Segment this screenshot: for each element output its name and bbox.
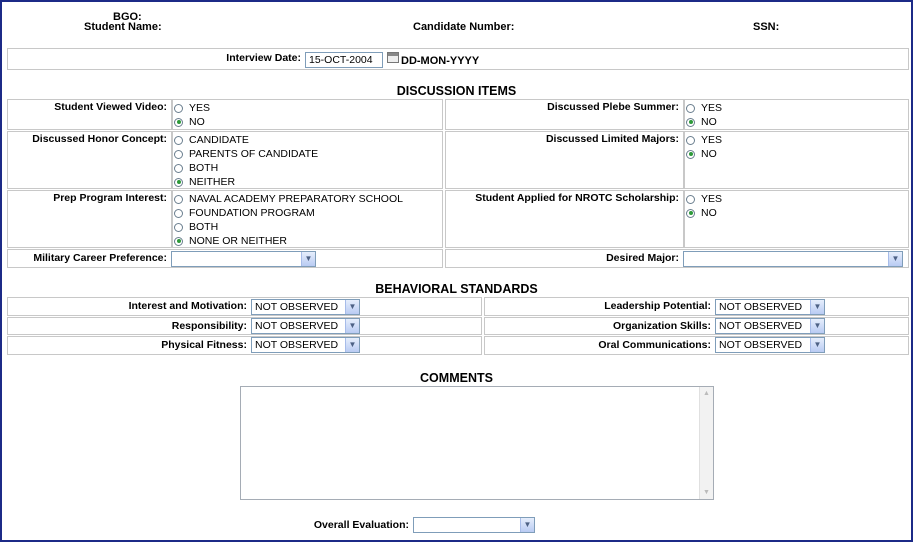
prep-naps[interactable] <box>174 192 403 206</box>
select-value: NOT OBSERVED <box>255 301 339 313</box>
option-label: NO <box>189 116 205 128</box>
divider <box>171 190 173 248</box>
honor-candidate[interactable] <box>174 133 249 147</box>
option-label: NEITHER <box>189 176 236 188</box>
radio-button-selected[interactable] <box>174 237 183 246</box>
radio-button[interactable] <box>174 136 183 145</box>
desired-major-select[interactable] <box>683 251 903 267</box>
radio-button-selected[interactable] <box>686 150 695 159</box>
discussion-items-title: DISCUSSION ITEMS <box>396 84 517 98</box>
responsibility-select[interactable] <box>251 318 360 334</box>
overall-evaluation-label: Overall Evaluation: <box>313 519 409 531</box>
option-label: BOTH <box>189 221 219 233</box>
select-value: NOT OBSERVED <box>719 339 803 351</box>
limited-majors-yes[interactable] <box>686 133 722 147</box>
prep-foundation[interactable] <box>174 206 315 220</box>
option-label: NONE OR NEITHER <box>189 235 288 247</box>
option-label: NO <box>701 207 717 219</box>
limited-majors-no[interactable] <box>686 147 717 161</box>
interest-motivation-label: Interest and Motivation: <box>128 300 247 312</box>
organization-select[interactable] <box>715 318 825 334</box>
viewed-video-no[interactable] <box>174 115 205 129</box>
honor-parents[interactable] <box>174 147 318 161</box>
prep-program-label: Prep Program Interest: <box>53 192 167 204</box>
date-format-hint: DD-MON-YYYY <box>401 55 480 67</box>
limited-majors-label: Discussed Limited Majors: <box>545 133 679 145</box>
overall-evaluation-select[interactable] <box>413 517 535 533</box>
military-career-select[interactable] <box>171 251 316 267</box>
calendar-icon[interactable] <box>387 52 399 63</box>
select-value: NOT OBSERVED <box>255 339 339 351</box>
option-label: BOTH <box>189 162 219 174</box>
option-label: YES <box>701 134 723 146</box>
nrotc-yes[interactable] <box>686 192 722 206</box>
divider <box>683 190 685 248</box>
plebe-summer-yes[interactable] <box>686 101 722 115</box>
oral-communications-select[interactable] <box>715 337 825 353</box>
option-label: FOUNDATION PROGRAM <box>189 207 315 219</box>
scroll-down-icon[interactable]: ▼ <box>703 489 710 496</box>
ssn-label: SSN: <box>753 21 780 33</box>
oral-communications-label: Oral Communications: <box>598 339 711 351</box>
chevron-down-icon[interactable]: ▼ <box>888 252 902 266</box>
nrotc-label: Student Applied for NROTC Scholarship: <box>475 192 679 204</box>
radio-button[interactable] <box>686 104 695 113</box>
interview-date-label: Interview Date: <box>226 52 301 64</box>
comments-scrollbar[interactable] <box>699 387 713 499</box>
nrotc-no[interactable] <box>686 206 717 220</box>
select-value: NOT OBSERVED <box>255 320 339 332</box>
radio-button[interactable] <box>174 195 183 204</box>
chevron-down-icon[interactable]: ▼ <box>345 300 359 314</box>
radio-button[interactable] <box>174 209 183 218</box>
radio-button-selected[interactable] <box>686 209 695 218</box>
radio-button[interactable] <box>174 223 183 232</box>
option-label: YES <box>701 102 723 114</box>
leadership-label: Leadership Potential: <box>604 300 711 312</box>
option-label: YES <box>701 193 723 205</box>
select-value: NOT OBSERVED <box>719 320 803 332</box>
viewed-video-yes[interactable] <box>174 101 210 115</box>
radio-button[interactable] <box>174 150 183 159</box>
radio-button[interactable] <box>174 104 183 113</box>
bgo-label: BGO: <box>113 11 142 23</box>
comments-title: COMMENTS <box>420 371 493 385</box>
option-label: NAVAL ACADEMY PREPARATORY SCHOOL <box>189 193 403 205</box>
prep-none[interactable] <box>174 234 287 248</box>
radio-button-selected[interactable] <box>686 118 695 127</box>
honor-neither[interactable] <box>174 175 235 189</box>
option-label: YES <box>189 102 211 114</box>
viewed-video-label: Student Viewed Video: <box>54 101 167 113</box>
plebe-summer-no[interactable] <box>686 115 717 129</box>
scroll-up-icon[interactable]: ▲ <box>703 390 710 397</box>
radio-button[interactable] <box>174 164 183 173</box>
chevron-down-icon[interactable]: ▼ <box>810 300 824 314</box>
option-label: PARENTS OF CANDIDATE <box>189 148 319 160</box>
leadership-select[interactable] <box>715 299 825 315</box>
chevron-down-icon[interactable]: ▼ <box>810 338 824 352</box>
desired-major-label: Desired Major: <box>606 252 679 264</box>
divider <box>683 99 685 130</box>
student-name-label: Student Name: <box>84 21 162 33</box>
military-career-label: Military Career Preference: <box>33 252 167 264</box>
chevron-down-icon[interactable]: ▼ <box>345 338 359 352</box>
option-label: NO <box>701 116 717 128</box>
select-value: NOT OBSERVED <box>719 301 803 313</box>
honor-both[interactable] <box>174 161 218 175</box>
chevron-down-icon[interactable]: ▼ <box>520 518 534 532</box>
chevron-down-icon[interactable]: ▼ <box>345 319 359 333</box>
radio-button-selected[interactable] <box>174 118 183 127</box>
responsibility-label: Responsibility: <box>171 320 247 332</box>
chevron-down-icon[interactable]: ▼ <box>810 319 824 333</box>
behavioral-standards-title: BEHAVIORAL STANDARDS <box>375 282 538 296</box>
candidate-number-label: Candidate Number: <box>413 21 515 33</box>
prep-both[interactable] <box>174 220 218 234</box>
physical-fitness-label: Physical Fitness: <box>161 339 247 351</box>
interest-motivation-select[interactable] <box>251 299 360 315</box>
interview-date-input[interactable]: 15-OCT-2004 <box>305 52 383 68</box>
divider <box>683 131 685 189</box>
radio-button[interactable] <box>686 195 695 204</box>
comments-textarea[interactable] <box>240 386 714 500</box>
option-label: CANDIDATE <box>189 134 249 146</box>
honor-concept-label: Discussed Honor Concept: <box>32 133 167 145</box>
organization-label: Organization Skills: <box>612 320 711 332</box>
plebe-summer-label: Discussed Plebe Summer: <box>547 101 679 113</box>
option-label: NO <box>701 148 717 160</box>
divider <box>171 131 173 189</box>
chevron-down-icon[interactable]: ▼ <box>301 252 315 266</box>
radio-button[interactable] <box>686 136 695 145</box>
divider <box>171 99 173 130</box>
radio-button-selected[interactable] <box>174 178 183 187</box>
physical-fitness-select[interactable] <box>251 337 360 353</box>
